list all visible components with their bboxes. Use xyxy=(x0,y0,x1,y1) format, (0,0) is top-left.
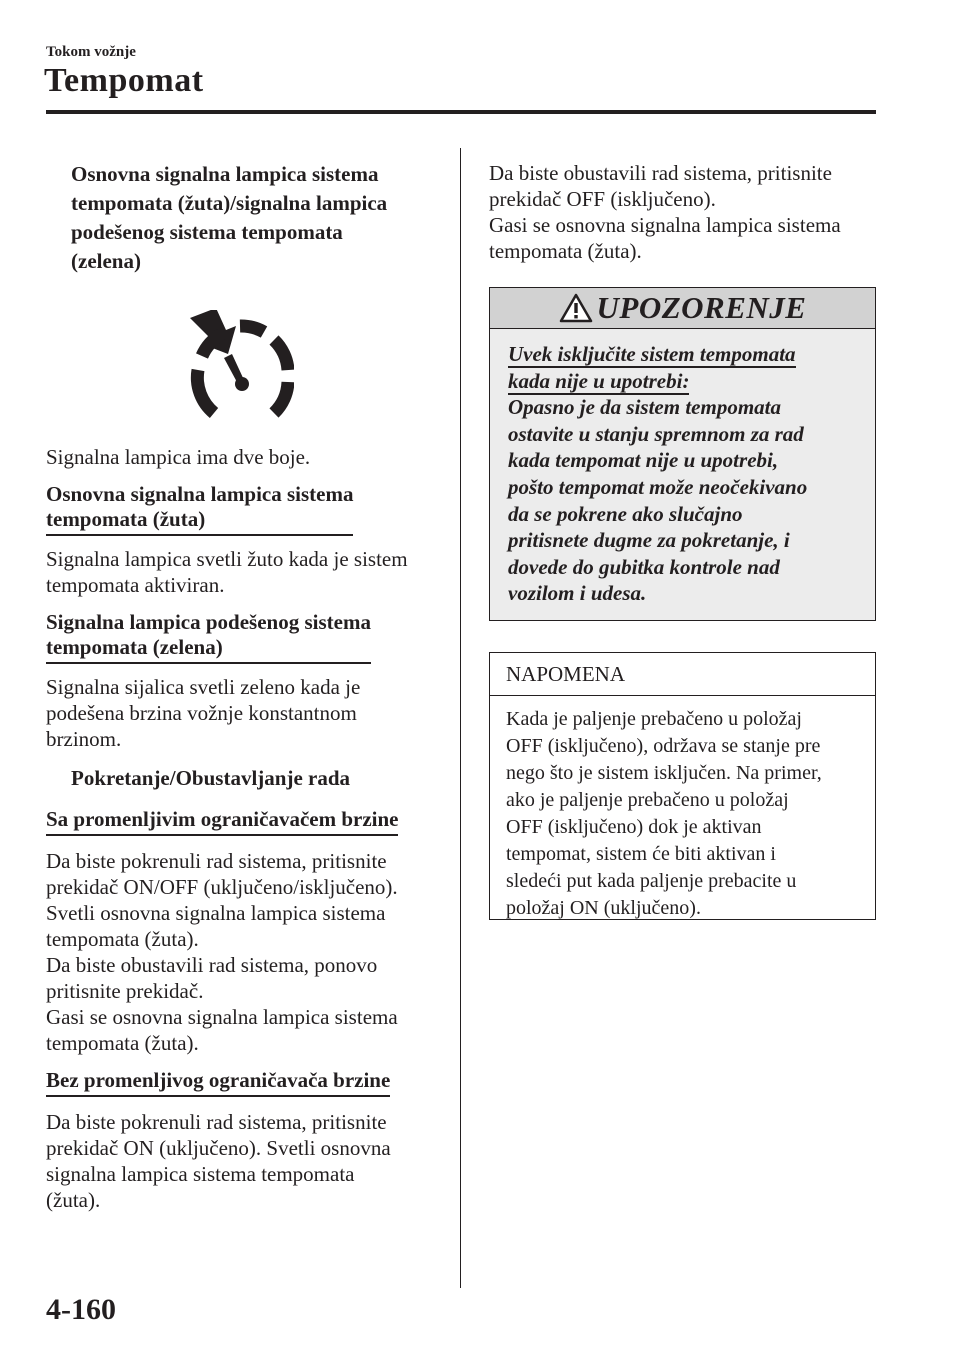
breadcrumb: Tokom vožnje xyxy=(46,44,136,60)
cruise-control-speedometer-icon xyxy=(184,310,294,420)
column-divider xyxy=(460,148,461,1288)
without-limiter-text: Da biste pokrenuli rad sistema, pritisnite prekidač ON (uključeno). Svetli osnovna signalna lampica sistema tempomata (žuta). xyxy=(46,1110,391,1212)
warning-header xyxy=(490,288,875,329)
indicator-section-heading: Osnovna signalna lampica sistema tempomata (žuta)/signalna lampica podešenog sistema tempomata (zelena) xyxy=(71,162,388,273)
warning-body: Uvek isključite sistem tempomata kada nije u upotrebi: Opasno je da sistem tempomata ostavite u stanju spremnom za rad kada tempomat nije u upotrebi, pošto tempomat može neočekivano da se pokrene ako slučajno pritisnete dugme za pokretanje, i dovede do gubitka kontrole nad vozilom i udesa. xyxy=(490,329,875,607)
warning-lead: Uvek isključite sistem tempomata kada nije u upotrebi: xyxy=(508,342,796,393)
green-indicator-text: Signalna sijalica svetli zeleno kada je podešena brzina vožnje konstantnom brzinom. xyxy=(46,675,361,751)
with-limiter-text: Da biste pokrenuli rad sistema, pritisnite prekidač ON/OFF (uključeno/isključeno). Svetli osnovna signalna lampica sistema tempomata (žuta). Da biste obustavili rad sistema, ponovo pritisnite prekidač. Gasi se osnovna signalna lampica sistema tempomata (žuta). xyxy=(46,849,398,1055)
left-column xyxy=(46,160,446,1213)
note-title: NAPOMENA xyxy=(490,653,875,696)
header-rule xyxy=(46,110,876,114)
right-column-text: Da biste obustavili rad sistema, pritisnite prekidač OFF (isključeno). Gasi se osnovna signalna lampica sistema tempomata (žuta). xyxy=(489,161,841,263)
page-title: Tempomat xyxy=(44,62,204,99)
note-body: Kada je paljenje prebačeno u položaj OFF (isključeno), održava se stanje pre nego što je sistem isključen. Na primer, ako je paljenje prebačeno u položaj OFF (isključeno) dok je aktivan tempomat, sistem će biti aktivan i sledeći put kada paljenje prebacite u položaj ON (uključeno). xyxy=(506,708,822,919)
yellow-indicator-text: Signalna lampica svetli žuto kada je sistem tempomata aktiviran. xyxy=(46,547,408,597)
page-number: 4-160 xyxy=(46,1293,116,1326)
with-limiter-heading: Sa promenljivim ograničavačem brzine xyxy=(46,807,398,836)
note-box xyxy=(489,652,876,920)
warning-triangle-icon xyxy=(559,293,593,323)
yellow-indicator-heading: Osnovna signalna lampica sistema tempomata (žuta) xyxy=(46,482,353,536)
green-indicator-heading: Signalna lampica podešenog sistema tempomata (zelena) xyxy=(46,610,371,664)
warning-box xyxy=(489,287,876,621)
warning-title: UPOZORENJE xyxy=(596,290,807,325)
start-stop-section-heading: Pokretanje/Obustavljanje rada xyxy=(71,766,351,790)
without-limiter-heading: Bez promenljivog ograničavača brzine xyxy=(46,1068,390,1097)
intro-text: Signalna lampica ima dve boje. xyxy=(46,445,311,469)
